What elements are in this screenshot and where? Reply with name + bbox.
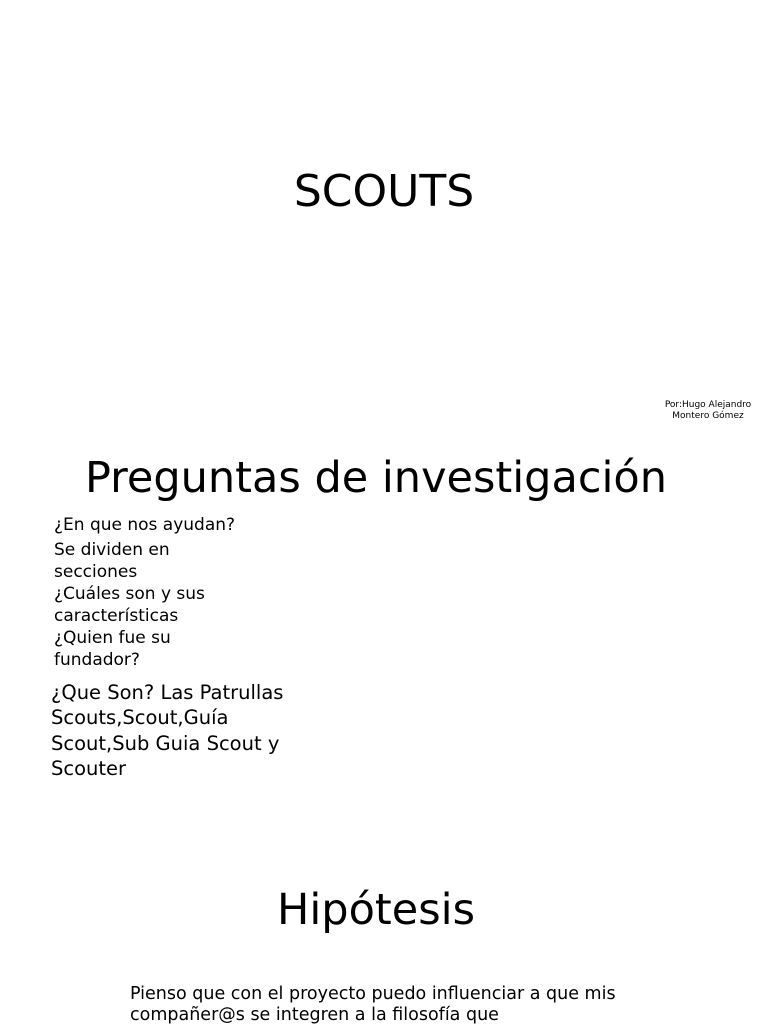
question-item: ¿Quien fue su fundador? xyxy=(54,628,171,670)
author-credit xyxy=(650,400,766,422)
question-block-b xyxy=(54,539,254,671)
question-item: ¿Cuáles son y sus características xyxy=(54,584,205,626)
question-item: Se dividen en secciones xyxy=(54,540,170,582)
question-block-a xyxy=(54,514,254,536)
question-item: ¿En que nos ayudan? xyxy=(54,515,236,535)
slide-title-hypothesis: Hipótesis xyxy=(277,885,475,935)
author-line-2: Montero Gómez xyxy=(672,411,744,421)
slide-title-scouts: SCOUTS xyxy=(293,166,475,217)
hypothesis-text: Pienso que con el proyecto puedo influenciar a que mis compañer@s se integren a la filosofía que xyxy=(130,984,616,1025)
author-line-1: Por:Hugo Alejandro xyxy=(664,400,752,410)
slide-title-research-questions: Preguntas de investigación xyxy=(85,453,667,503)
answer-text: ¿Que Son? Las Patrullas Scouts,Scout,Guía Scout,Sub Guia Scout y Scouter xyxy=(51,681,284,781)
